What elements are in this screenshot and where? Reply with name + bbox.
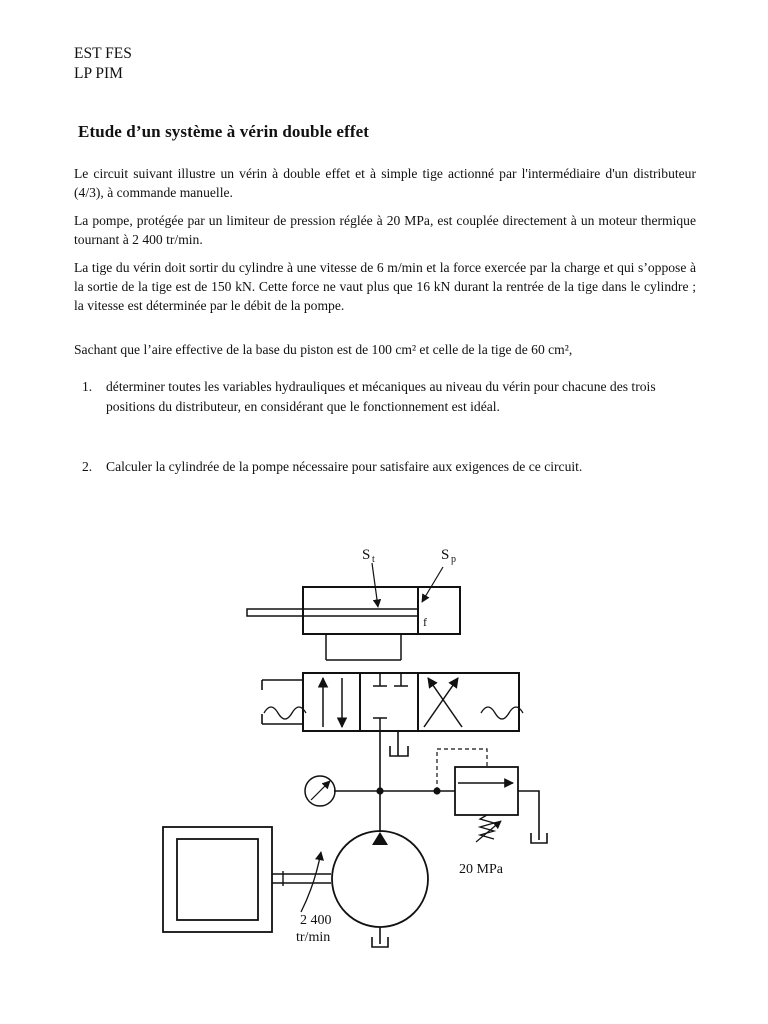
question-2-number: 2. [82, 459, 93, 474]
label-st: S [362, 547, 371, 563]
question-2-text: Calculer la cylindrée de la pompe nécessaire pour satisfaire aux exigences de ce circuit. [106, 459, 583, 474]
question-1-text: déterminer toutes les variables hydrauliques et mécaniques au niveau du vérin pour chacune des trois positions du distributeur, en considérant que le fonctionnement est idéal. [106, 379, 656, 414]
label-f: f [423, 615, 427, 629]
paragraph-pump: La pompe, protégée par un limiteur de pression réglée à 20 MPa, est couplée directement à un moteur thermique tournant à 2 400 tr/min. [74, 213, 696, 247]
speed-unit-label: tr/min [296, 930, 331, 945]
paragraph-rod: La tige du vérin doit sortir du cylindre à une vitesse de 6 m/min et la force exercée par la charge et qui s’oppose à la sortie de la tige est de 150 kN. Cette force ne vaut plus que 16 kN durant la rentrée de la tige dans le cylindre ; la vitesse est déterminée par le débit de la pompe. [74, 260, 696, 313]
header-program: LP PIM [74, 65, 123, 82]
cylinder [247, 563, 460, 660]
paragraph-circuit: Le circuit suivant illustre un vérin à double effet et à simple tige actionné par l'intermédiaire d'un distributeur (4/3), à commande manuelle. [74, 166, 696, 200]
label-sp: S [441, 547, 450, 563]
document-title: Etude d’un système à vérin double effet [78, 122, 369, 141]
label-st-sub: t [372, 554, 375, 565]
paragraph-areas: Sachant que l’aire effective de la base du piston est de 100 cm² et celle de la tige de 60 cm², [74, 342, 573, 357]
relief-pressure-label: 20 MPa [459, 862, 503, 877]
pressure-relief-valve [437, 749, 547, 843]
label-sp-sub: p [451, 554, 456, 565]
shaft [272, 871, 331, 886]
header-school: EST FES [74, 45, 132, 62]
thermal-engine [163, 827, 272, 932]
tank-symbol [390, 731, 408, 756]
speed-value-label: 2 400 [300, 913, 332, 928]
question-1-number: 1. [82, 379, 93, 394]
pressure-gauge-icon [305, 776, 335, 806]
directional-valve-4-3 [262, 673, 523, 731]
